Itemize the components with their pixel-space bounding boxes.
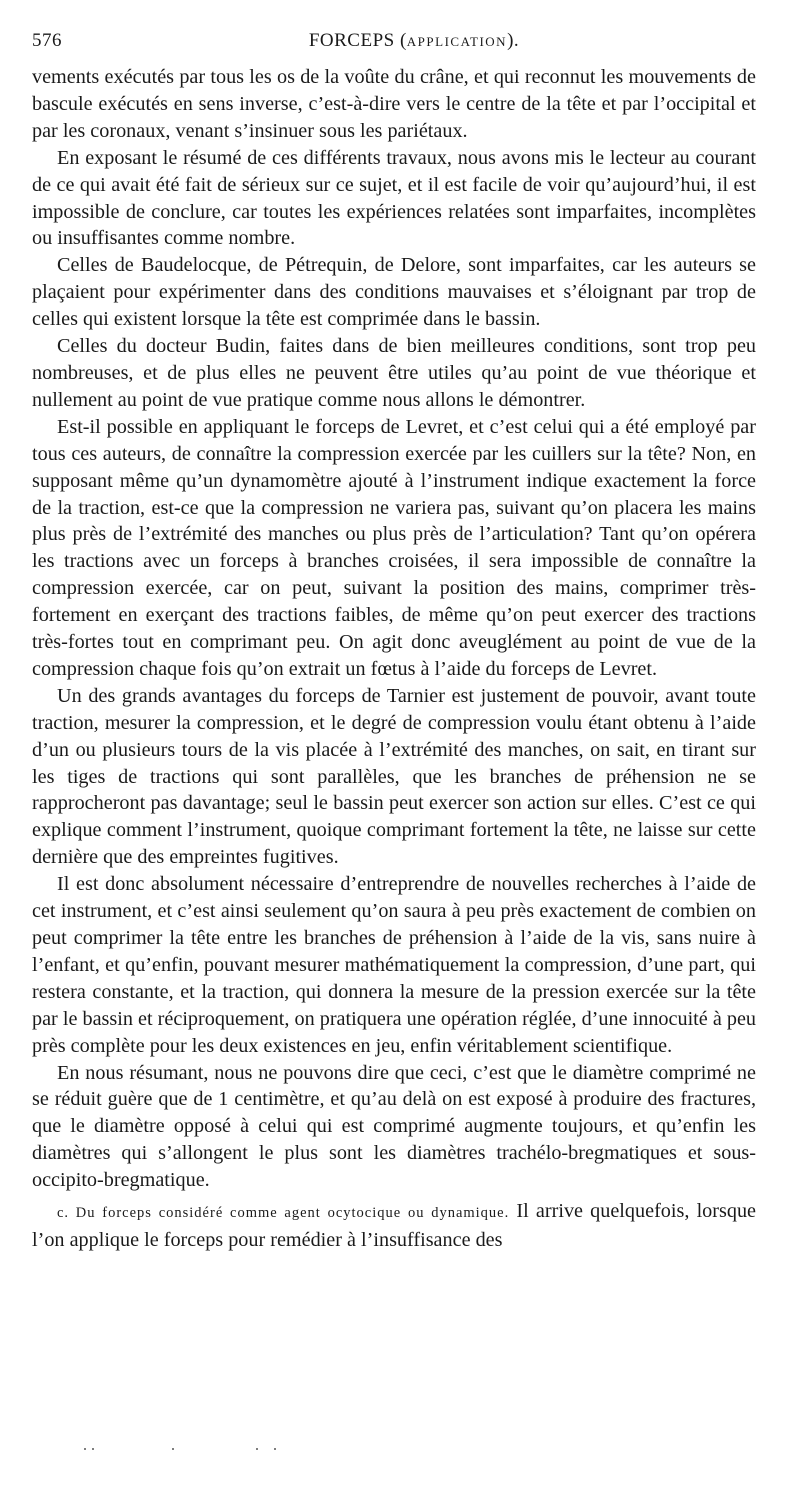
running-head-title: FORCEPS (	[308, 30, 407, 51]
page-header	[32, 30, 756, 60]
paragraph: En exposant le résumé de ces différents travaux, nous avons mis le lecteur au courant de ce qui avait été fait de sérieux sur ce sujet, et il est facile de voir qu’aujourd’hui, il est impossible de conclure, car toutes les expériences relatées sont imparfaites, incomplètes ou insuffisantes comme nombre.	[32, 146, 756, 250]
paragraph: Celles du docteur Budin, faites dans de bien meilleures conditions, sont trop peu nombreuses, et de plus elles ne peuvent être utiles qu’au point de vue théorique et nullement au point de vue pratique comme nous allons le démontrer.	[32, 335, 756, 411]
running-head-end: ).	[507, 30, 520, 51]
paragraph: Un des grands avantages du forceps de Tarnier est justement de pouvoir, avant toute traction, mesurer la compression, et le degré de compression voulu étant obtenu à l’aide d’un ou plusieurs tours de la vis placée à l’extrémité des manches, on sait, en tirant sur les tiges de tractions qui sont parallèles, que les branches de préhension ne se rapprocheront pas davantage; seul le bassin peut exercer son action sur elles. C’est ce qui explique comment l’instrument, quoique comprimant fortement la tête, ne laisse sur cette dernière que des empreintes fugitives.	[32, 684, 756, 869]
running-head	[32, 30, 756, 52]
scan-specks	[84, 1448, 284, 1454]
page-number: 576	[32, 30, 62, 51]
body-text	[32, 64, 756, 1254]
paragraph: Celles de Baudelocque, de Pétrequin, de Delore, sont imparfaites, car les auteurs se plaçaient pour expérimenter dans des conditions mauvaises et s’éloignant par trop de celles qui existent lorsque la tête est comprimée dans le bassin.	[32, 254, 756, 331]
paragraph-continued: vements exécutés par tous les os de la voûte du crâne, et qui reconnut les mouvements de bascule exécutés en sens inverse, c’est-à-dire vers le centre de la tête et par l’occipital et par les coronaux, venant s’insinuer sous les pariétaux.	[32, 66, 756, 142]
page	[32, 30, 756, 1254]
paragraph: Il est donc absolument nécessaire d’entreprendre de nouvelles recherches à l’aide de cet instrument, et c’est ainsi seulement qu’on saura à peu près exactement de combien on peut comprimer la tête entre les branches de préhension à l’aide de la vis, sans nuire à l’enfant, et qu’enfin, pouvant mesurer mathématiquement la compression, d’une part, qui restera constante, et la traction, qui donnera la mesure de la pression exercée sur la tête par le bassin et réciproquement, on pratiquera une opération réglée, d’une innocuité à peu près complète pour les deux existences en jeu, enfin véritablement scientifique.	[32, 873, 756, 1057]
section-heading: c. Du forceps considéré comme agent ocytocique ou dynamique.	[57, 1205, 510, 1222]
paragraph: Est-il possible en appliquant le forceps de Levret, et c’est celui qui a été employé par tous ces auteurs, de connaître la compression exercée par les cuillers sur la tête? Non, en supposant même qu’un dynamomètre ajouté à l’instrument indique exactement la force de la traction, est-ce que la compression ne variera pas, suivant qu’on placera les mains plus près de l’extrémité des manches ou plus près de l’articulation? Tant qu’on opérera les tractions avec un forceps à branches croisées, il sera impossible de connaître la compression exercée, car on peut, suivant la position des mains, comprimer très-fortement en exerçant des tractions faibles, de même qu’on peut exercer des tractions très-fortes tout en comprimant peu. On agit donc aveuglément au point de vue de la compression chaque fois qu’on extrait un fœtus à l’aide du forceps de Levret.	[32, 415, 756, 680]
paragraph: En nous résumant, nous ne pouvons dire que ceci, c’est que le diamètre comprimé ne se réduit guère que de 1 centimètre, et qu’au delà on est exposé à produire des fractures, que le diamètre opposé à celui qui est comprimé augmente toujours, et qu’enfin les diamètres qui s’allongent le plus sont les diamètres trachélo-bregmatiques et sous-occipito-bregmatique.	[32, 1061, 756, 1192]
section-text: Il arrive quelquefois, lorsque l’on applique le forceps pour remédier à l’insuffisance des	[32, 1200, 756, 1251]
section-paragraph	[32, 1198, 756, 1254]
running-head-subtitle: APPLICATION	[406, 34, 508, 49]
